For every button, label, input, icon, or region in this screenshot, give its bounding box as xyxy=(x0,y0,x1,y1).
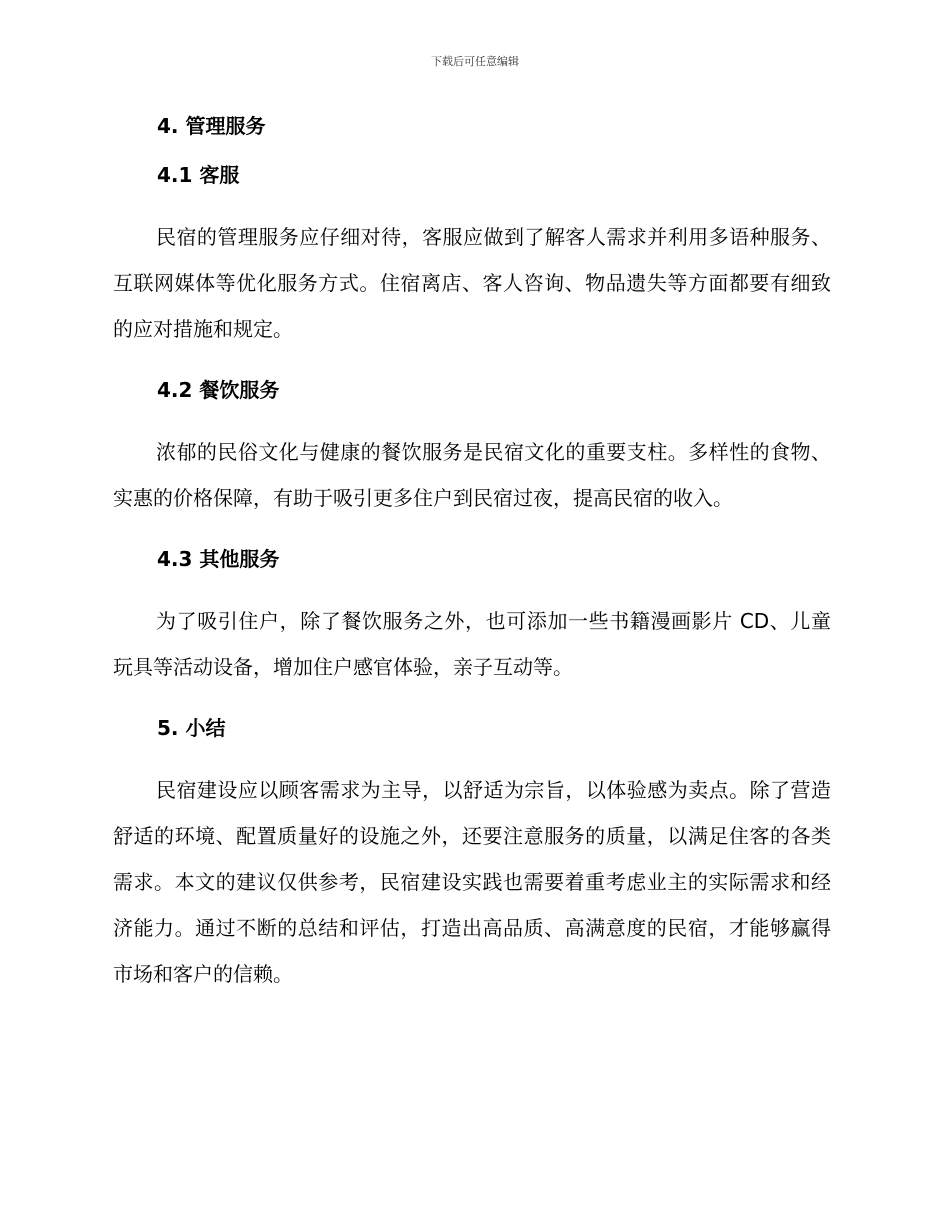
section-4-3-paragraph: 为了吸引住户，除了餐饮服务之外，也可添加一些书籍漫画影片 CD、儿童玩具等活动设备，增加住户感官体验，亲子互动等。 xyxy=(113,609,831,679)
section-4-2-paragraph: 浓郁的民俗文化与健康的餐饮服务是民宿文化的重要支柱。多样性的食物、实惠的价格保障，有助于吸引更多住户到民宿过夜，提高民宿的收入。 xyxy=(113,440,831,510)
document-body xyxy=(113,112,831,997)
section-4-heading: 4. 管理服务 xyxy=(157,114,266,138)
section-4-1-heading: 4.1 客服 xyxy=(157,163,240,187)
section-5-paragraph: 民宿建设应以顾客需求为主导，以舒适为宗旨，以体验感为卖点。除了营造舒适的环境、配置质量好的设施之外，还要注意服务的质量，以满足住客的各类需求。本文的建议仅供参考，民宿建设实践也需要着重考虑业主的实际需求和经济能力。通过不断的总结和评估，打造出高品质、高满意度的民宿，才能够赢得市场和客户的信赖。 xyxy=(113,778,831,986)
page-header: 下载后可任意编辑 xyxy=(431,55,519,68)
section-4-3-heading: 4.3 其他服务 xyxy=(157,547,280,571)
section-4-2-heading: 4.2 餐饮服务 xyxy=(157,378,280,402)
section-5-heading: 5. 小结 xyxy=(157,716,226,740)
section-4-1-paragraph: 民宿的管理服务应仔细对待，客服应做到了解客人需求并利用多语种服务、互联网媒体等优化服务方式。住宿离店、客人咨询、物品遗失等方面都要有细致的应对措施和规定。 xyxy=(113,225,831,341)
